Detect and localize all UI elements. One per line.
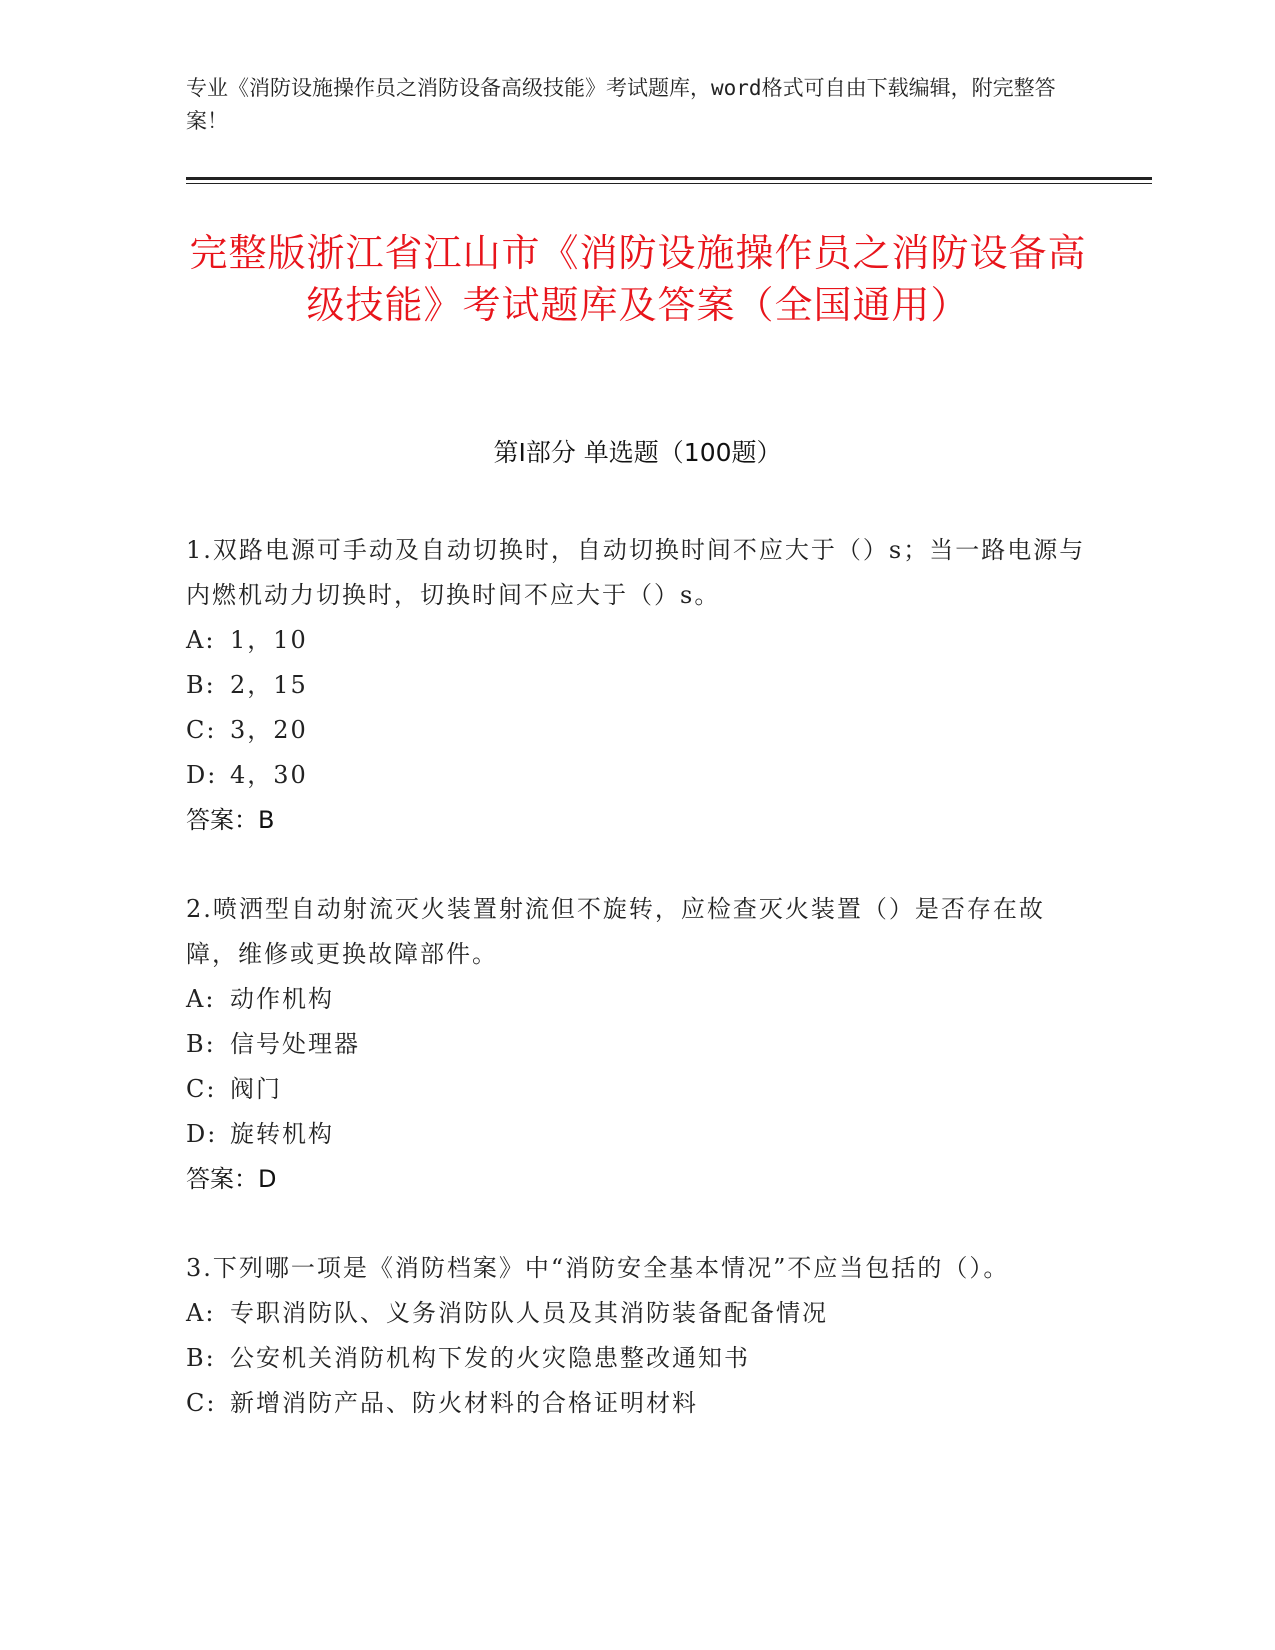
option-text: 动作机构 [230,985,334,1013]
option-d [186,1112,1086,1157]
section-title: 第I部分 单选题（100题） [493,438,782,467]
option-letter: B: [186,1344,216,1372]
option-a [186,618,1086,663]
option-letter: B: [186,671,216,699]
header-note: 专业《消防设施操作员之消防设备高级技能》考试题库，word格式可自由下载编辑，附完整答案！ [186,76,1056,133]
answer-line: 答案：D [186,1165,277,1193]
header-rule-thin [186,183,1152,184]
option-b [186,1022,1086,1067]
option-text: 阀门 [230,1075,282,1103]
option-letter: C: [186,1389,217,1417]
option-a [186,977,1086,1022]
question-text: 1.双路电源可手动及自动切换时，自动切换时间不应大于（）s；当一路电源与内燃机动力切换时，切换时间不应大于（）s。 [186,536,1086,609]
option-letter: D: [186,1120,218,1148]
option-b [186,663,1086,708]
option-letter: C: [186,1075,217,1103]
answer-line: 答案：B [186,806,275,834]
option-text: 3，20 [230,716,308,744]
option-c [186,708,1086,753]
option-c [186,1381,1086,1426]
option-d [186,753,1086,798]
option-text: 1，10 [230,626,308,654]
document-title: 完整版浙江省江山市《消防设施操作员之消防设备高级技能》考试题库及答案（全国通用） [189,231,1087,327]
option-text: 旋转机构 [230,1120,334,1148]
option-letter: B: [186,1030,216,1058]
option-letter: A: [186,626,216,654]
option-letter: A: [186,985,216,1013]
option-c [186,1067,1086,1112]
option-text: 新增消防产品、防火材料的合格证明材料 [230,1389,698,1417]
option-text: 公安机关消防机构下发的火灾隐患整改通知书 [230,1344,750,1372]
question-3 [186,1246,1086,1426]
option-a [186,1291,1086,1336]
option-text: 专职消防队、义务消防队人员及其消防装备配备情况 [230,1299,828,1327]
option-text: 信号处理器 [230,1030,360,1058]
option-text: 2，15 [230,671,308,699]
option-letter: D: [186,761,218,789]
option-letter: A: [186,1299,216,1327]
question-text: 3.下列哪一项是《消防档案》中“消防安全基本情况”不应当包括的（）。 [186,1254,1010,1282]
option-text: 4，30 [230,761,308,789]
question-2 [186,887,1086,1202]
question-text: 2.喷洒型自动射流灭火装置射流但不旋转，应检查灭火装置（）是否存在故障，维修或更换故障部件。 [186,895,1045,968]
question-list [186,528,1086,1470]
option-letter: C: [186,716,217,744]
option-b [186,1336,1086,1381]
question-1 [186,528,1086,843]
header-rule-thick [186,177,1152,180]
